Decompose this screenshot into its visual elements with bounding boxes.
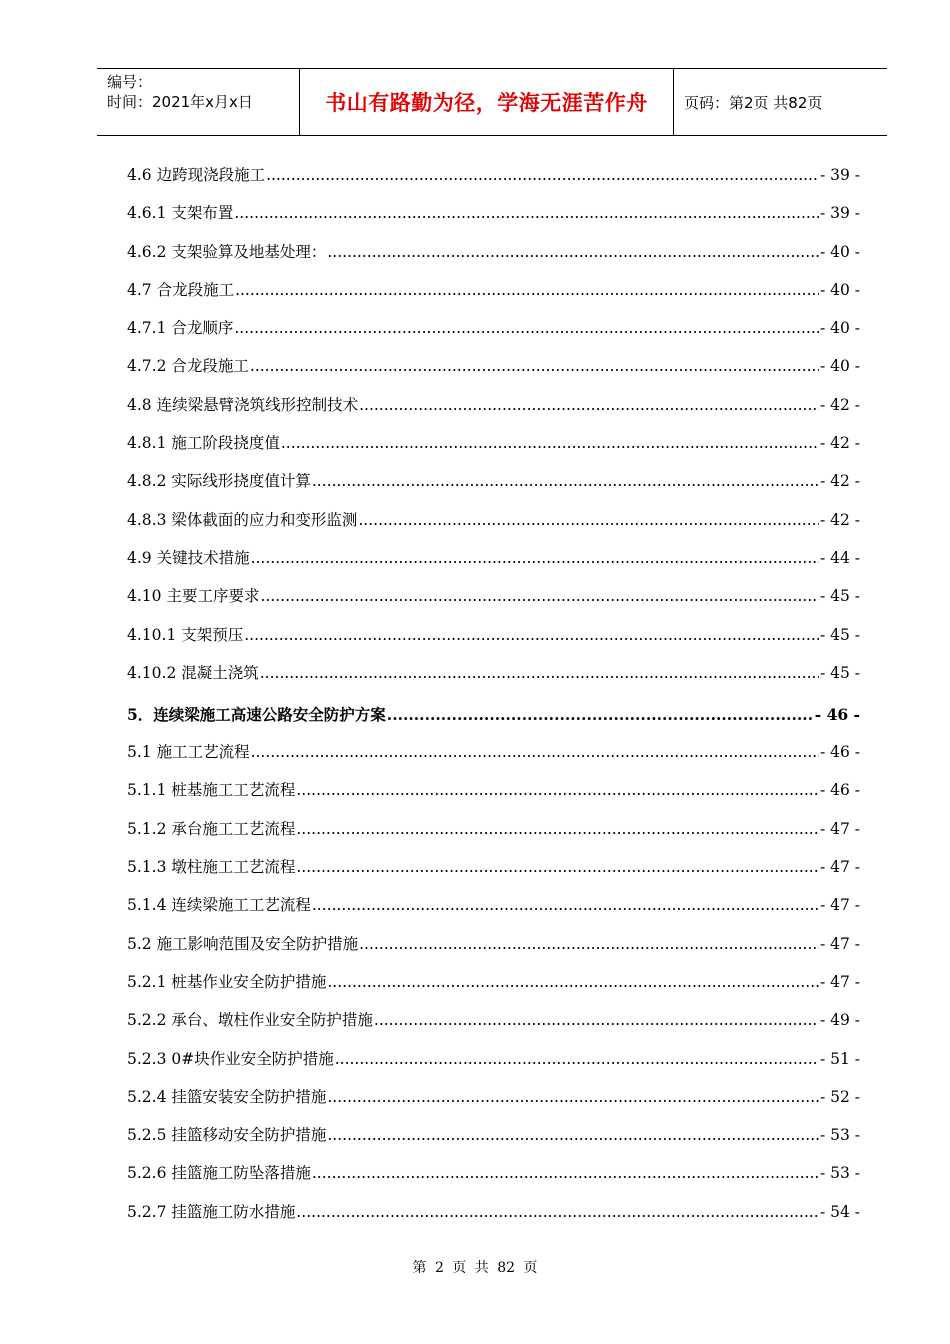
toc-entry[interactable]: [127, 431, 860, 469]
toc-leader-dots: [327, 1126, 819, 1144]
toc-entry-page: - 46 -: [814, 705, 860, 725]
toc-leader-dots: [260, 587, 818, 605]
toc-entry-page: - 45 -: [819, 587, 860, 606]
toc-entry-page: - 44 -: [819, 548, 860, 567]
toc-entry-page: - 42 -: [819, 395, 860, 414]
toc-entry-title: 4.10.2 混凝土浇筑: [127, 663, 259, 682]
toc-entry-title: 4.6.1 支架布置: [127, 204, 234, 223]
toc-entry-title: 5.1.2 承台施工工艺流程: [127, 819, 296, 838]
toc-entry-page: - 51 -: [819, 1049, 860, 1068]
toc-entry-title: 4.10.1 支架预压: [127, 625, 244, 644]
toc-entry[interactable]: [127, 740, 860, 778]
toc-entry-title: 5.2.6 挂篮施工防坠落措施: [127, 1164, 311, 1183]
toc-leader-dots: [359, 935, 819, 953]
toc-leader-dots: [296, 1203, 819, 1221]
toc-entry[interactable]: [127, 1123, 860, 1161]
toc-entry[interactable]: [127, 623, 860, 661]
toc-entry-title: 5.1 施工工艺流程: [127, 743, 250, 762]
page-footer: 第 2 页 共 82 页: [412, 1260, 538, 1276]
toc-entry[interactable]: [127, 508, 860, 546]
toc-entry-title: 5．连续梁施工高速公路安全防护方案: [127, 705, 386, 725]
toc-entry-page: - 42 -: [819, 510, 860, 529]
toc-leader-dots: [296, 858, 819, 876]
toc-entry-page: - 53 -: [819, 1164, 860, 1183]
toc-entry[interactable]: [127, 393, 860, 431]
toc-leader-dots: [312, 472, 819, 490]
toc-leader-dots: [234, 204, 819, 222]
toc-entry[interactable]: [127, 354, 860, 392]
header-motto: [300, 69, 674, 135]
toc-entry-title: 4.6 边跨现浇段施工: [127, 166, 266, 184]
toc-leader-dots: [335, 1050, 819, 1068]
toc-entry-page: - 46 -: [819, 781, 860, 800]
toc-entry[interactable]: [127, 970, 860, 1008]
toc-leader-dots: [260, 664, 819, 682]
toc-entry-page: - 49 -: [819, 1011, 860, 1030]
toc-entry[interactable]: [127, 1200, 860, 1238]
toc-entry-page: - 52 -: [819, 1087, 860, 1106]
toc-entry[interactable]: [127, 546, 860, 584]
toc-leader-dots: [359, 396, 819, 414]
toc-entry-title: 5.1.1 桩基施工工艺流程: [127, 781, 296, 800]
toc-entry-title: 5.2.2 承台、墩柱作业安全防护措施: [127, 1011, 373, 1030]
toc-entry-page: - 39 -: [819, 166, 860, 184]
toc-entry[interactable]: [127, 240, 860, 278]
toc-entry-page: - 42 -: [819, 472, 860, 491]
toc-leader-dots: [312, 896, 819, 914]
toc-entry-title: 4.8.2 实际线形挠度值计算: [127, 472, 311, 491]
toc-entry-title: 5.2.7 挂篮施工防水措施: [127, 1202, 296, 1221]
toc-leader-dots: [374, 1011, 819, 1029]
toc-entry-page: - 40 -: [819, 357, 860, 376]
toc-entry[interactable]: [127, 817, 860, 855]
toc-entry-title: 5.2.3 0#块作业安全防护措施: [127, 1049, 334, 1068]
toc-leader-dots: [251, 743, 819, 761]
toc-entry[interactable]: [127, 1047, 860, 1085]
toc-leader-dots: [244, 626, 819, 644]
toc-entry-title: 4.7.1 合龙顺序: [127, 319, 234, 338]
toc-entry-title: 4.8.1 施工阶段挠度值: [127, 434, 280, 453]
toc-entry-title: 4.10 主要工序要求: [127, 587, 260, 606]
toc-entry-page: - 45 -: [819, 663, 860, 682]
document-number-label: 编号：: [107, 73, 153, 91]
toc-entry[interactable]: [127, 469, 860, 507]
toc-entry[interactable]: [127, 1085, 860, 1123]
toc-entry-page: - 47 -: [819, 819, 860, 838]
toc-entry-title: 5.2.5 挂篮移动安全防护措施: [127, 1126, 327, 1145]
toc-entry[interactable]: [127, 778, 860, 816]
toc-leader-dots: [296, 781, 819, 799]
toc-entry[interactable]: [127, 201, 860, 239]
page-header: [97, 68, 887, 136]
toc-entry[interactable]: [127, 1008, 860, 1046]
toc-entry-title: 5.2.1 桩基作业安全防护措施: [127, 972, 327, 991]
toc-leader-dots: [358, 511, 819, 529]
toc-leader-dots: [387, 705, 814, 724]
toc-entry[interactable]: [127, 584, 860, 622]
toc-leader-dots: [327, 243, 819, 261]
toc-entry[interactable]: [127, 932, 860, 970]
toc-entry-page: - 42 -: [819, 434, 860, 453]
toc-leader-dots: [327, 1088, 819, 1106]
toc-entry[interactable]: [127, 1161, 860, 1199]
toc-entry-title: 4.8.3 梁体截面的应力和变形监测: [127, 510, 358, 529]
toc-leader-dots: [266, 166, 819, 184]
document-time-label: 时间：2021年x月x日: [107, 93, 253, 111]
toc-entry-page: - 53 -: [819, 1126, 860, 1145]
toc-entry-page: - 47 -: [819, 896, 860, 915]
motto-text: 书山有路勤为径，学海无涯苦作舟: [325, 91, 648, 115]
header-page-info: [674, 69, 887, 135]
toc-entry[interactable]: [127, 163, 860, 201]
toc-leader-dots: [234, 319, 819, 337]
toc-entry-title: 5.1.4 连续梁施工工艺流程: [127, 896, 311, 915]
toc-entry-page: - 39 -: [819, 204, 860, 223]
page-info-text: 页码：第2页 共82页: [684, 93, 823, 112]
toc-entry-title: 4.7.2 合龙段施工: [127, 357, 249, 376]
toc-entry-page: - 40 -: [819, 319, 860, 338]
toc-entry-title: 4.7 合龙段施工: [127, 280, 235, 299]
toc-leader-dots: [327, 973, 819, 991]
toc-leader-dots: [281, 434, 819, 452]
toc-entry-page: - 47 -: [819, 858, 860, 877]
toc-entry-page: - 40 -: [819, 280, 860, 299]
toc-entry-title: 4.6.2 支架验算及地基处理：: [127, 242, 327, 261]
toc-entry-title: 5.1.3 墩柱施工工艺流程: [127, 858, 296, 877]
toc-entry[interactable]: [127, 316, 860, 354]
toc-leader-dots: [296, 820, 819, 838]
header-meta: [97, 69, 300, 135]
toc-entry-title: 5.2 施工影响范围及安全防护措施: [127, 934, 359, 953]
toc-entry[interactable]: [127, 278, 860, 316]
toc-chapter-entry[interactable]: [127, 699, 860, 740]
toc-entry-title: 4.8 连续梁悬臂浇筑线形控制技术: [127, 395, 359, 414]
toc-leader-dots: [251, 549, 819, 567]
toc-leader-dots: [250, 357, 819, 375]
table-of-contents: [127, 163, 860, 1238]
toc-entry[interactable]: [127, 661, 860, 699]
toc-entry[interactable]: [127, 855, 860, 893]
toc-leader-dots: [312, 1164, 819, 1182]
toc-entry-page: - 45 -: [819, 625, 860, 644]
toc-entry-page: - 47 -: [819, 934, 860, 953]
toc-entry[interactable]: [127, 893, 860, 931]
toc-entry-page: - 40 -: [819, 242, 860, 261]
toc-leader-dots: [235, 281, 819, 299]
toc-entry-page: - 46 -: [819, 743, 860, 762]
toc-entry-page: - 47 -: [819, 972, 860, 991]
toc-entry-title: 4.9 关键技术措施: [127, 548, 250, 567]
toc-entry-page: - 54 -: [819, 1202, 860, 1221]
toc-entry-title: 5.2.4 挂篮安装安全防护措施: [127, 1087, 327, 1106]
